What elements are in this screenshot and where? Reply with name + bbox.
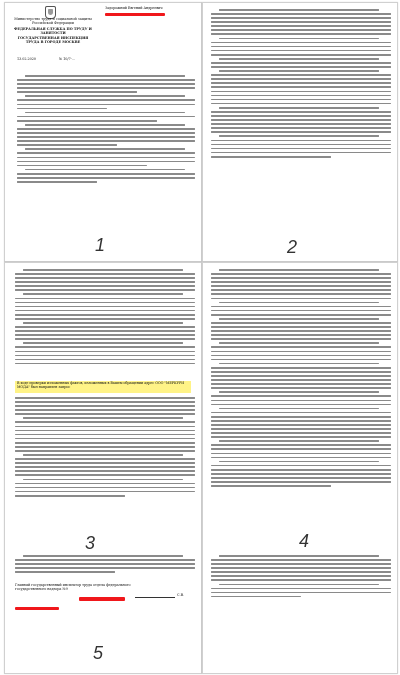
body-text-block (211, 269, 391, 489)
body-text-block-3 (15, 555, 195, 575)
document-page-2 (202, 2, 398, 262)
ministry-header: Министерство труда и социальной защиты Российской Федерации (14, 17, 92, 26)
redaction-footer (15, 607, 59, 610)
body-text-block (15, 269, 195, 367)
body-text-block (17, 75, 195, 185)
document-page-1 (4, 2, 202, 262)
inspector-signature-role: Главный государственный инспектор труда отдела федерального государственного надзора №9 (15, 583, 131, 592)
body-text-block (211, 9, 391, 160)
document-page-4 (202, 262, 398, 674)
body-text-block-2 (211, 555, 391, 600)
highlight-text: В ходе проверки изложенных фактов, изложенных в Вашем обращении адрес ООО "МЕРКУРИ МОДА" был направлен запрос (17, 381, 185, 390)
date: 13.02.2020 (17, 57, 36, 61)
label-5: 5 (93, 643, 104, 663)
body-text-block-2 (15, 397, 195, 499)
redaction-addressee (105, 13, 165, 16)
doc-number: № 10/7-... (59, 57, 75, 61)
signature-line (135, 597, 175, 598)
inspector-initials: С.В. (177, 593, 185, 597)
redaction-signature (79, 597, 125, 601)
office-header: ГОСУДАРСТВЕННАЯ ИНСПЕКЦИЯ ТРУДА В ГОРОДЕ МОСКВЕ (17, 36, 89, 45)
label-4: 4 (299, 531, 310, 551)
label-1: 1 (95, 235, 106, 255)
label-2: 2 (287, 237, 298, 257)
agency-header: ФЕДЕРАЛЬНАЯ СЛУЖБА ПО ТРУДУ И ЗАНЯТОСТИ (14, 27, 92, 36)
addressee: Задорожний Евгений Андреевич (105, 6, 163, 10)
document-page-3 (4, 262, 202, 674)
label-3: 3 (85, 533, 96, 553)
